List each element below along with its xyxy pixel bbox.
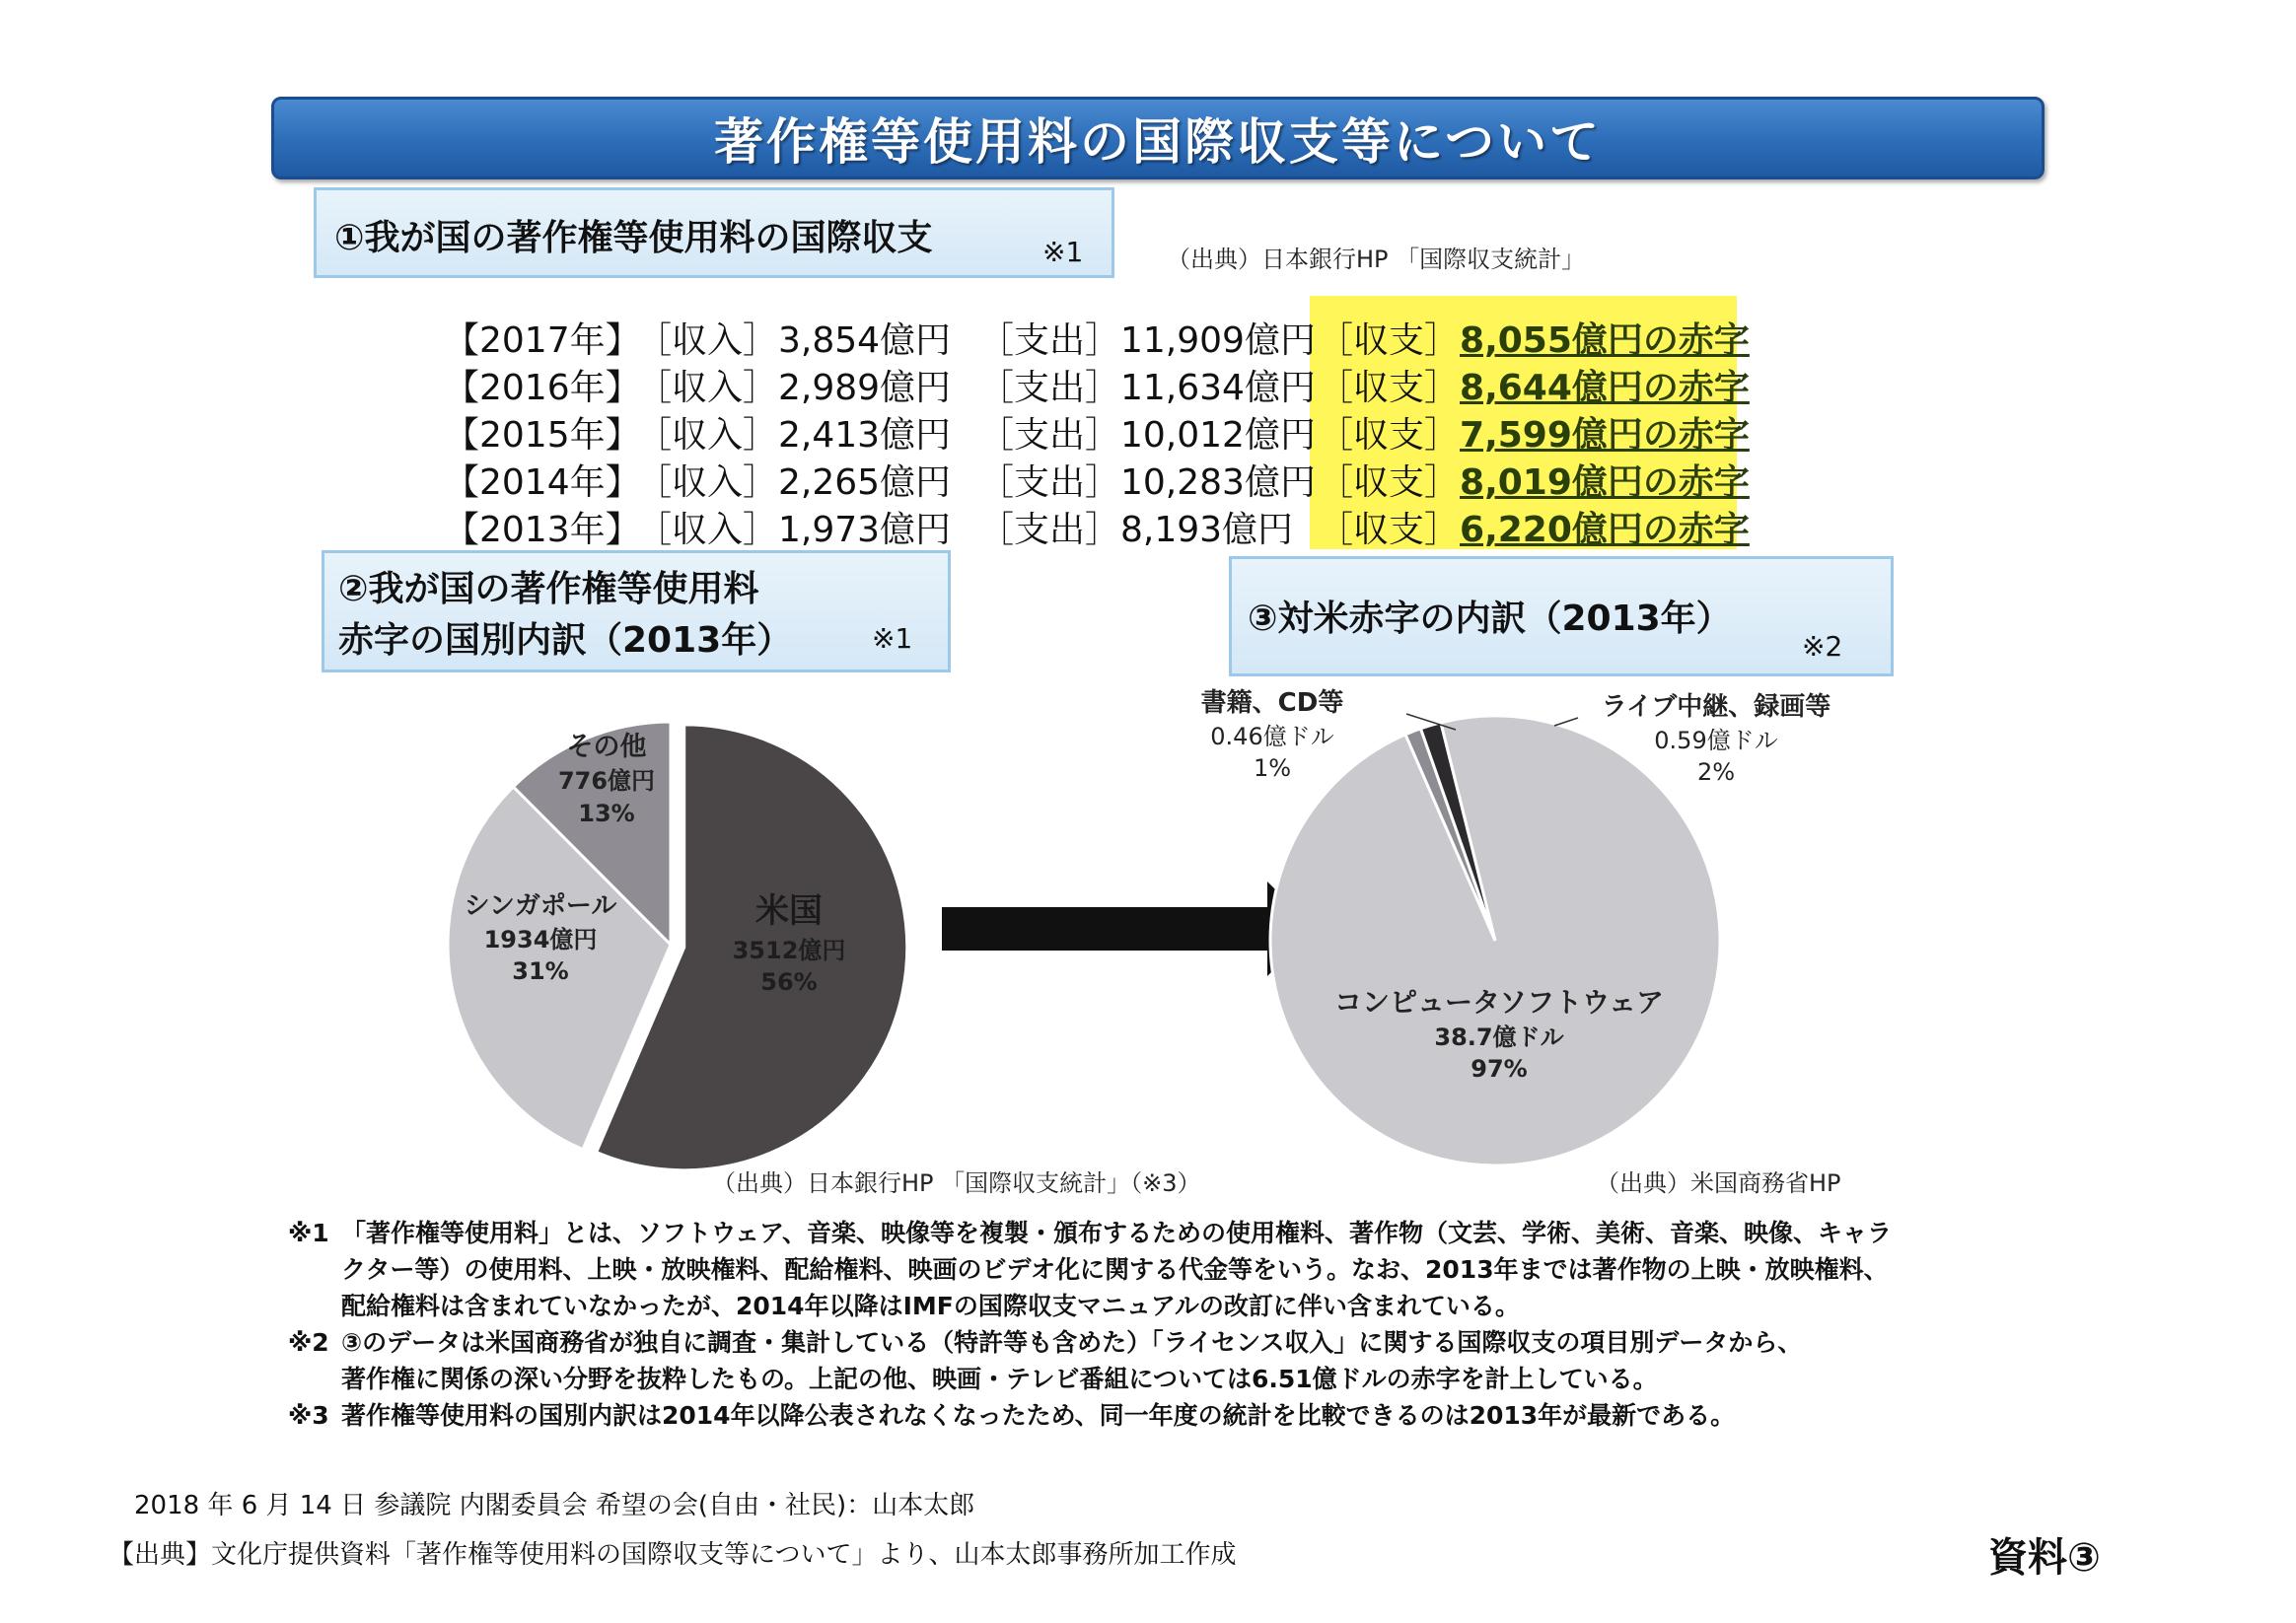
note-2 [288,1324,2063,1397]
note-3-mark: ※3 [288,1401,329,1430]
note-1-line-3: 配給権料は含まれていなかったが、2014年以降はIMFの国際収支マニュアルの改訂に伴い含まれている。 [341,1292,1520,1320]
row-year: 【2013年】 [444,510,641,550]
pie2-label-live-name: ライブ中継、録画等 [1601,692,1831,722]
row-income: ［収入］2,413億円 [636,415,952,456]
row-balance-value: 8,644億円の赤字 [1460,368,1750,408]
pie2-label-software-percent: 97% [1471,1055,1528,1084]
section1-note-mark: ※1 [1042,236,1084,268]
section2-source: （出典）日本銀行HP 「国際収支統計」（※3） [712,1169,1201,1197]
row-expense: ［支出］8,193億円 [978,510,1294,550]
row-balance-label: ［収支］ [1318,510,1461,550]
row-balance-label: ［収支］ [1318,462,1461,503]
pie1-label-usa-percent: 56% [760,968,818,997]
pie1-label-singapore-value: 1934億円 [483,926,598,954]
row-expense: ［支出］10,012億円 [978,415,1316,456]
pie2-label-books-name: 書籍、CD等 [1200,688,1344,718]
pie2-label-live-percent: 2% [1696,758,1736,787]
row-year: 【2017年】 [444,320,641,361]
note-3 [288,1397,2063,1434]
footer-line2: 【出典】文化庁提供資料「著作権等使用料の国際収支等について」より、山本太郎事務所加工作成 [108,1540,1237,1570]
arrow-icon [942,880,1317,978]
note-1-line-2: クター等）の使用料、上映・放映権料、配給権料、映画のビデオ化に関する代金等をいう。なお、2013年までは著作物の上映・放映権料、 [341,1255,1889,1284]
section3-header [1229,556,1894,676]
pie2-label-books [1154,686,1391,785]
row-income: ［収入］2,989億円 [636,368,952,408]
section2-note-mark: ※1 [872,622,913,655]
section1-source: （出典）日本銀行HP 「国際収支統計」 [1167,246,1586,273]
pie2-label-software [1322,984,1677,1086]
note-1-mark: ※1 [288,1219,329,1247]
row-balance [1318,502,1750,552]
page-title: 著作権等使用料の国際収支等について [714,113,1602,171]
section3-note-mark: ※2 [1802,630,1843,663]
section2-header [322,550,951,672]
section3-title: ③対米赤字の内訳（2013年） [1248,599,1732,639]
row-balance-label: ［収支］ [1318,368,1461,408]
row-balance [1318,455,1750,505]
note-2-line-1: ③のデータは米国商務省が独自に調査・集計している（特許等も含めた）「ライセンス収入」に関する国際収支の項目別データから、 [341,1328,1803,1357]
pie2-label-software-value: 38.7億ドル [1434,1023,1564,1051]
row-balance-label: ［収支］ [1318,320,1461,361]
pie1-label-usa-name: 米国 [755,891,823,931]
pie1-label-other [538,730,676,829]
pie2-label-live [1578,690,1854,789]
footer-line1: 2018 年 6 月 14 日 参議院 内閣委員会 希望の会(自由・社民)：山本太郎 [134,1491,975,1520]
pie1-label-singapore [432,889,649,988]
row-income: ［収入］1,973億円 [636,510,952,550]
row-balance-label: ［収支］ [1318,415,1461,456]
pie1-label-usa [690,889,888,999]
row-balance-value: 8,019億円の赤字 [1460,462,1750,503]
row-expense: ［支出］11,634億円 [978,368,1316,408]
row-year: 【2015年】 [444,415,641,456]
row-balance [1318,360,1750,410]
pie1-label-singapore-name: シンガポール [464,891,617,921]
row-year: 【2016年】 [444,368,641,408]
section3-source: （出典）米国商務省HP [1596,1169,1841,1197]
row-income: ［収入］2,265億円 [636,462,952,503]
row-balance [1318,313,1750,363]
note-1-line-1: 「著作権等使用料」とは、ソフトウェア、音楽、映像等を複製・頒布するための使用権料、著作物（文芸、学術、美術、音楽、映像、キャラ [341,1219,1893,1247]
section2-title-line1: ②我が国の著作権等使用料 [338,569,759,609]
note-2-mark: ※2 [288,1328,329,1357]
pie2-leader-live [1554,718,1578,726]
note-2-line-2: 著作権に関係の深い分野を抜粋したもの。上記の他、映画・テレビ番組については6.51億ドルの赤字を計上している。 [341,1365,1658,1393]
row-balance-value: 8,055億円の赤字 [1460,320,1750,361]
row-expense: ［支出］11,909億円 [978,320,1316,361]
row-income: ［収入］3,854億円 [636,320,952,361]
title-bar [271,97,2045,179]
pie2-label-books-percent: 1% [1253,754,1292,783]
note-1 [288,1215,2063,1324]
row-year: 【2014年】 [444,462,641,503]
pie2-label-live-value: 0.59億ドル [1654,727,1778,755]
note-3-line-1: 著作権等使用料の国別内訳は2014年以降公表されなくなったため、同一年度の統計を比較できるのは2013年が最新である。 [341,1401,1736,1430]
row-balance-value: 7,599億円の赤字 [1460,415,1750,456]
pie2-label-books-value: 0.46億ドル [1210,723,1334,751]
pie1-label-other-value: 776億円 [557,767,656,796]
section1-title: ①我が国の著作権等使用料の国際収支 [334,218,933,258]
pie1-label-usa-value: 3512億円 [732,936,846,964]
row-expense: ［支出］10,283億円 [978,462,1316,503]
doc-label: 資料③ [1988,1535,2101,1581]
pie2-label-software-name: コンピュータソフトウェア [1333,986,1665,1019]
pie1-label-singapore-percent: 31% [512,957,569,986]
row-balance-value: 6,220億円の赤字 [1460,510,1750,550]
pie1-label-other-percent: 13% [578,799,635,827]
pie1-label-other-name: その他 [566,732,647,762]
section1-header [314,187,1114,278]
notes [288,1215,2063,1434]
section2-title-line2: 赤字の国別内訳（2013年） [338,620,793,661]
row-balance [1318,407,1750,458]
